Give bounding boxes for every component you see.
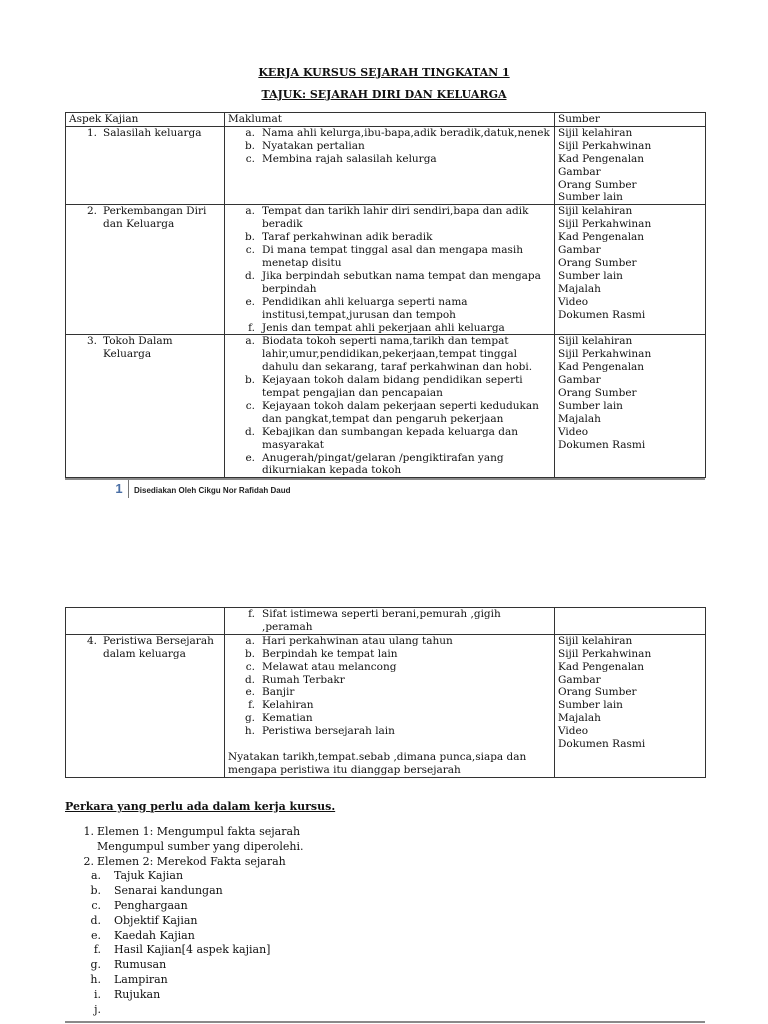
document-subtitle: TAJUK: SEJARAH DIRI DAN KELUARGA <box>261 88 507 101</box>
source-item: Orang Sumber <box>558 178 637 191</box>
sumber-cell <box>555 126 706 204</box>
list-item <box>65 943 270 958</box>
source-item: Gambar <box>558 244 601 257</box>
source-item: Orang Sumber <box>558 387 637 400</box>
list-marker: f. <box>248 699 255 712</box>
list-item <box>65 988 270 1003</box>
list-marker: 1. <box>83 825 94 838</box>
list-item <box>65 914 270 929</box>
list-marker: a. <box>90 869 101 883</box>
list-marker: j. <box>94 1002 101 1016</box>
list-marker: b. <box>244 139 255 152</box>
source-item: Video <box>558 425 589 438</box>
source-item: Dokumen Rasmi <box>558 308 646 321</box>
list-text: Hari perkahwinan atau ulang tahun <box>262 634 453 647</box>
list-item <box>235 140 551 153</box>
elemen-title: Elemen 2: Merekod Fakta sejarah <box>97 854 286 868</box>
list-marker: e. <box>245 686 255 699</box>
aspect-label: Tokoh Dalam Keluarga <box>103 335 173 361</box>
list-text: Rujukan <box>114 987 161 1001</box>
list-item <box>235 635 551 648</box>
list-item <box>235 270 551 296</box>
source-item: Sijil Perkahwinan <box>558 647 652 660</box>
list-marker: c. <box>245 399 255 412</box>
list-marker: c. <box>245 152 255 165</box>
source-item: Gambar <box>558 673 601 686</box>
list-marker: e. <box>90 928 101 942</box>
list-marker: f. <box>93 943 101 957</box>
footer-credit: Disediakan Oleh Cikgu Nor Rafidah Daud <box>134 486 291 495</box>
list-item <box>235 231 551 244</box>
coursework-table-page-2 <box>65 607 706 778</box>
list-marker: d. <box>244 673 255 686</box>
list-marker: d. <box>244 425 255 438</box>
elemen-title: Elemen 1: Mengumpul fakta sejarah <box>97 825 301 838</box>
aspect-cell <box>66 608 225 635</box>
list-item <box>235 725 551 738</box>
coursework-table-page-1 <box>65 112 706 478</box>
maklumat-list <box>228 635 551 738</box>
source-item: Dokumen Rasmi <box>558 438 646 451</box>
list-item <box>235 648 551 661</box>
source-item: Sumber lain <box>558 399 623 412</box>
aspect-number: 2. <box>87 205 98 218</box>
list-marker: g. <box>244 712 255 725</box>
list-item <box>235 674 551 687</box>
list-marker: c. <box>91 898 101 912</box>
page-number: 1 <box>115 481 123 496</box>
list-text: Melawat atau melancong <box>262 660 397 673</box>
list-item <box>235 426 551 452</box>
source-item: Sijil Perkahwinan <box>558 348 652 361</box>
sumber-cell <box>555 608 706 635</box>
header-maklumat: Maklumat <box>225 113 555 127</box>
aspect-cell <box>66 205 225 335</box>
list-text: Kejayaan tokoh dalam pekerjaan seperti kedudukan dan pangkat,tempat dan pengaruh pekerjaan <box>262 399 539 425</box>
aspect-label: Salasilah keluarga <box>103 126 202 139</box>
maklumat-cell <box>225 335 555 478</box>
maklumat-list <box>228 608 551 634</box>
list-item <box>235 452 551 478</box>
source-item: Dokumen Rasmi <box>558 738 646 751</box>
table-header-row <box>66 113 706 127</box>
list-item <box>235 296 551 322</box>
elemen-subtext: Mengumpul sumber yang diperolehi. <box>97 839 304 853</box>
list-marker: c. <box>245 660 255 673</box>
list-item <box>235 699 551 712</box>
table-row <box>66 126 706 204</box>
list-item <box>235 205 551 231</box>
document-title: KERJA KURSUS SEJARAH TINGKATAN 1 <box>258 66 510 79</box>
list-marker: i. <box>93 987 101 1001</box>
list-text: Nama ahli kelurga,ibu-bapa,adik beradik,datuk,nenek <box>262 126 550 139</box>
footer-divider <box>65 478 705 480</box>
table-row <box>66 634 706 777</box>
source-item: Orang Sumber <box>558 256 637 269</box>
maklumat-note: Nyatakan tarikh,tempat.sebab ,dimana punca,siapa dan mengapa peristiwa itu dianggap bersejarah <box>228 751 527 776</box>
list-text: Banjir <box>262 686 295 699</box>
list-item <box>235 661 551 674</box>
list-marker: b. <box>90 884 101 898</box>
aspect-label: Peristiwa Bersejarah dalam keluarga <box>103 634 214 660</box>
list-text: Sifat istimewa seperti berani,pemurah ,gigih ,peramah <box>262 608 501 633</box>
list-text: Objektif Kajian <box>114 913 198 927</box>
list-item <box>65 899 270 914</box>
list-text: Kelahiran <box>262 699 314 712</box>
list-item <box>235 686 551 699</box>
list-marker: 2. <box>83 854 94 868</box>
list-marker: a. <box>245 126 255 139</box>
list-marker: f. <box>248 321 255 334</box>
list-marker: f. <box>248 608 255 620</box>
source-item: Sijil kelahiran <box>558 205 633 218</box>
aspect-entry <box>69 335 221 361</box>
aspect-entry <box>69 205 221 231</box>
list-item <box>235 608 551 634</box>
elemen-item <box>65 855 304 870</box>
maklumat-list <box>228 127 551 166</box>
list-marker: d. <box>244 269 255 282</box>
list-marker: e. <box>245 295 255 308</box>
aspect-entry <box>69 127 221 140</box>
source-item: Orang Sumber <box>558 686 637 699</box>
list-item <box>65 973 270 988</box>
list-text: Kematian <box>262 712 313 725</box>
list-text: Anugerah/pingat/gelaran /pengiktirafan yang dikurniakan kepada tokoh <box>262 451 504 477</box>
elemen-subitems-row <box>65 869 304 1017</box>
list-text: Penghargaan <box>114 898 188 912</box>
list-item <box>235 712 551 725</box>
list-marker: b. <box>244 374 255 387</box>
list-marker: b. <box>244 647 255 660</box>
header-aspek: Aspek Kajian <box>66 113 225 127</box>
list-text: Kaedah Kajian <box>114 928 195 942</box>
aspect-cell <box>66 126 225 204</box>
list-text: Lampiran <box>114 972 168 986</box>
aspect-cell <box>66 335 225 478</box>
list-marker: b. <box>244 231 255 244</box>
list-text: Pendidikan ahli keluarga seperti nama institusi,tempat,jurusan dan tempoh <box>262 295 468 321</box>
source-item: Gambar <box>558 165 601 178</box>
maklumat-cell <box>225 205 555 335</box>
list-marker: e. <box>245 451 255 464</box>
source-item: Sumber lain <box>558 699 623 712</box>
aspect-label: Perkembangan Diri dan Keluarga <box>103 205 207 231</box>
list-marker: a. <box>245 205 255 218</box>
source-item: Majalah <box>558 412 601 425</box>
list-item <box>65 1003 270 1018</box>
maklumat-list <box>228 335 551 477</box>
source-item: Video <box>558 295 589 308</box>
list-text: Berpindah ke tempat lain <box>262 647 398 660</box>
list-text: Hasil Kajian[4 aspek kajian] <box>114 943 271 957</box>
list-item <box>65 884 270 899</box>
list-item <box>235 322 551 335</box>
source-item: Majalah <box>558 282 601 295</box>
list-item <box>65 929 270 944</box>
list-marker: d. <box>90 913 101 927</box>
source-item: Kad Pengenalan <box>558 231 645 244</box>
list-text: Di mana tempat tinggal asal dan mengapa masih menetap disitu <box>262 244 524 269</box>
elemen-list <box>65 825 304 1017</box>
list-text: Tajuk Kajian <box>114 869 184 883</box>
source-item: Sijil kelahiran <box>558 126 633 139</box>
maklumat-cell <box>225 126 555 204</box>
list-item <box>235 244 551 270</box>
list-text: Senarai kandungan <box>114 884 223 898</box>
source-item: Majalah <box>558 712 601 725</box>
list-text: Nyatakan pertalian <box>262 139 365 152</box>
source-item: Kad Pengenalan <box>558 660 645 673</box>
list-marker: h. <box>244 725 255 738</box>
requirements-heading: Perkara yang perlu ada dalam kerja kursus. <box>65 800 336 813</box>
list-item <box>235 374 551 400</box>
list-item <box>65 958 270 973</box>
source-item: Kad Pengenalan <box>558 152 645 165</box>
list-item <box>235 400 551 426</box>
list-marker: g. <box>90 958 101 972</box>
list-text: Tempat dan tarikh lahir diri sendiri,bapa dan adik beradik <box>262 205 529 231</box>
source-item: Sijil kelahiran <box>558 335 633 348</box>
list-item <box>65 869 270 884</box>
elemen-body <box>97 825 304 855</box>
header-sumber: Sumber <box>555 113 706 127</box>
source-item: Video <box>558 725 589 738</box>
list-item <box>235 153 551 166</box>
source-item: Sumber lain <box>558 269 623 282</box>
list-marker: h. <box>90 972 101 986</box>
sumber-cell <box>555 634 706 777</box>
list-text: Peristiwa bersejarah lain <box>262 725 395 738</box>
list-marker: a. <box>245 634 255 647</box>
source-item: Sijil Perkahwinan <box>558 218 652 231</box>
list-text: Rumah Terbakr <box>262 673 345 686</box>
spacer <box>228 738 551 751</box>
table-row <box>66 205 706 335</box>
list-text: Biodata tokoh seperti nama,tarikh dan tempat lahir,umur,pendidikan,pekerjaan,tempat tinggal dahulu dan sekarang, taraf perkahwinan dan hobi. <box>262 335 533 374</box>
list-text: Jenis dan tempat ahli pekerjaan ahli keluarga <box>262 321 505 334</box>
source-item: Sijil kelahiran <box>558 634 633 647</box>
maklumat-cell <box>225 608 555 635</box>
source-item: Sijil Perkahwinan <box>558 139 652 152</box>
aspect-cell <box>66 634 225 777</box>
list-marker: c. <box>245 244 255 257</box>
maklumat-list <box>228 205 551 334</box>
aspect-entry <box>69 635 221 661</box>
source-item: Kad Pengenalan <box>558 361 645 374</box>
elemen-subitems <box>65 869 270 1017</box>
table-row <box>66 608 706 635</box>
list-item <box>235 335 551 374</box>
sumber-cell <box>555 205 706 335</box>
list-text: Kejayaan tokoh dalam bidang pendidikan seperti tempat pengajian dan pencapaian <box>262 374 523 400</box>
list-text: Rumusan <box>114 958 167 972</box>
list-text: Membina rajah salasilah kelurga <box>262 152 437 165</box>
source-item: Gambar <box>558 374 601 387</box>
aspect-number: 3. <box>87 335 98 348</box>
footer-separator <box>128 480 129 498</box>
elemen-item <box>65 825 304 855</box>
table-row <box>66 335 706 478</box>
sumber-cell <box>555 335 706 478</box>
elemen-body <box>97 855 286 870</box>
maklumat-cell <box>225 634 555 777</box>
list-text: Taraf perkahwinan adik beradik <box>262 231 433 244</box>
source-item: Sumber lain <box>558 191 623 204</box>
aspect-number: 4. <box>87 634 98 647</box>
list-text: Jika berpindah sebutkan nama tempat dan mengapa berpindah <box>262 269 541 295</box>
aspect-number: 1. <box>87 126 98 139</box>
page-bottom-divider <box>65 1021 705 1023</box>
list-text: Kebajikan dan sumbangan kepada keluarga dan masyarakat <box>262 425 519 451</box>
list-item <box>235 127 551 140</box>
list-marker: a. <box>245 335 255 348</box>
